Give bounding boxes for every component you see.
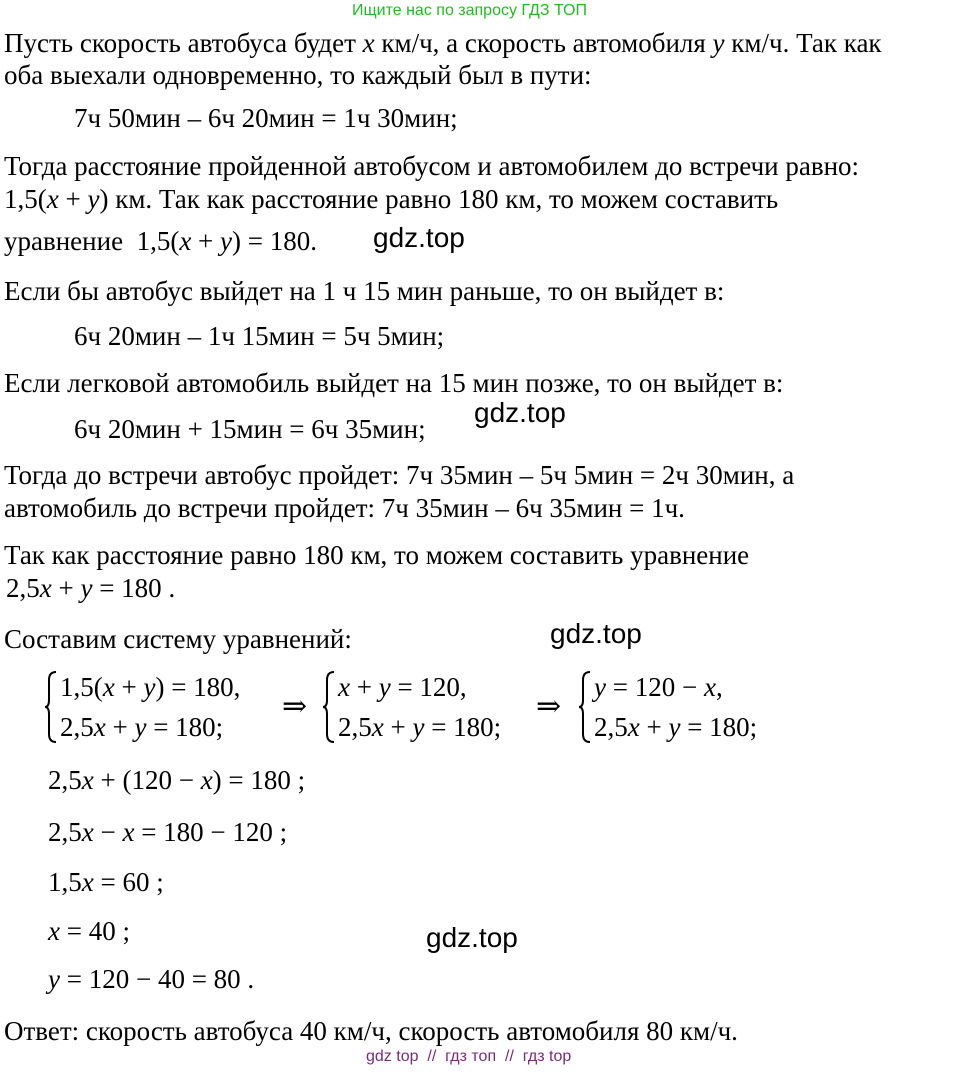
second-equation: 2,5x + y = 180 . <box>6 573 176 603</box>
step-simplify: 2,5x − x = 180 − 120 ; <box>48 817 288 847</box>
intro-line-2: оба выехали одновременно, то каждый был в пути: <box>4 60 592 90</box>
second-equation-text: Так как расстояние равно 180 км, то можем составить уравнение <box>4 540 750 570</box>
system2-eq2: 2,5x + y = 180; <box>338 712 502 742</box>
meeting-line-2: автомобиль до встречи пройдет: 7ч 35мин – 6ч 35мин = 1ч. <box>4 493 685 523</box>
time-equation: 7ч 50мин – 6ч 20мин = 1ч 30мин; <box>74 103 458 133</box>
implies-arrow-1: ⇒ <box>282 690 308 723</box>
system3-eq1: y = 120 − x, <box>594 672 723 702</box>
watermark-4: gdz.top <box>426 922 518 953</box>
system2-eq1: x + y = 120, <box>338 672 467 702</box>
left-brace-1 <box>44 670 58 744</box>
bus-earlier-text: Если бы автобус выйдет на 1 ч 15 мин раньше, то он выйдет в: <box>4 276 725 306</box>
distance-line-2: 1,5(x + y) км. Так как расстояние равно 180 км, то можем составить <box>4 184 779 214</box>
system1-eq2: 2,5x + y = 180; <box>60 712 224 742</box>
step-y-value: y = 120 − 40 = 80 . <box>48 964 255 994</box>
step-combine: 1,5x = 60 ; <box>48 867 164 897</box>
distance-line-1: Тогда расстояние пройденной автобусом и автомобилем до встречи равно: <box>4 151 860 181</box>
footer-links[interactable]: gdz top // гдз топ // гдз top <box>366 1048 572 1065</box>
system-intro: Составим систему уравнений: <box>4 624 352 654</box>
step-x-value: x = 40 ; <box>48 916 130 946</box>
car-time-equation: 6ч 20мин + 15мин = 6ч 35мин; <box>74 414 426 444</box>
watermark-2: gdz.top <box>474 397 566 428</box>
answer: Ответ: скорость автобуса 40 км/ч, скорость автомобиля 80 км/ч. <box>4 1016 738 1046</box>
car-later-text: Если легковой автомобиль выйдет на 15 мин позже, то он выйдет в: <box>4 368 784 398</box>
watermark-3: gdz.top <box>550 618 642 649</box>
watermark-1: gdz.top <box>373 222 465 253</box>
meeting-line-1: Тогда до встречи автобус пройдет: 7ч 35мин – 5ч 5мин = 2ч 30мин, а <box>4 460 795 490</box>
step-substitution: 2,5x + (120 − x) = 180 ; <box>48 765 306 795</box>
bus-time-equation: 6ч 20мин – 1ч 15мин = 5ч 5мин; <box>74 321 445 351</box>
intro-line-1: Пусть скорость автобуса будет x км/ч, а скорость автомобиля y км/ч. Так как <box>4 28 882 58</box>
left-brace-2 <box>322 670 336 744</box>
system1-eq1: 1,5(x + y) = 180, <box>60 672 241 702</box>
distance-line-3: уравнение 1,5(x + y) = 180. <box>4 226 317 256</box>
left-brace-3 <box>578 670 592 744</box>
system3-eq2: 2,5x + y = 180; <box>594 712 758 742</box>
implies-arrow-2: ⇒ <box>536 690 562 723</box>
search-banner[interactable]: Ищите нас по запросу ГДЗ ТОП <box>352 2 587 19</box>
